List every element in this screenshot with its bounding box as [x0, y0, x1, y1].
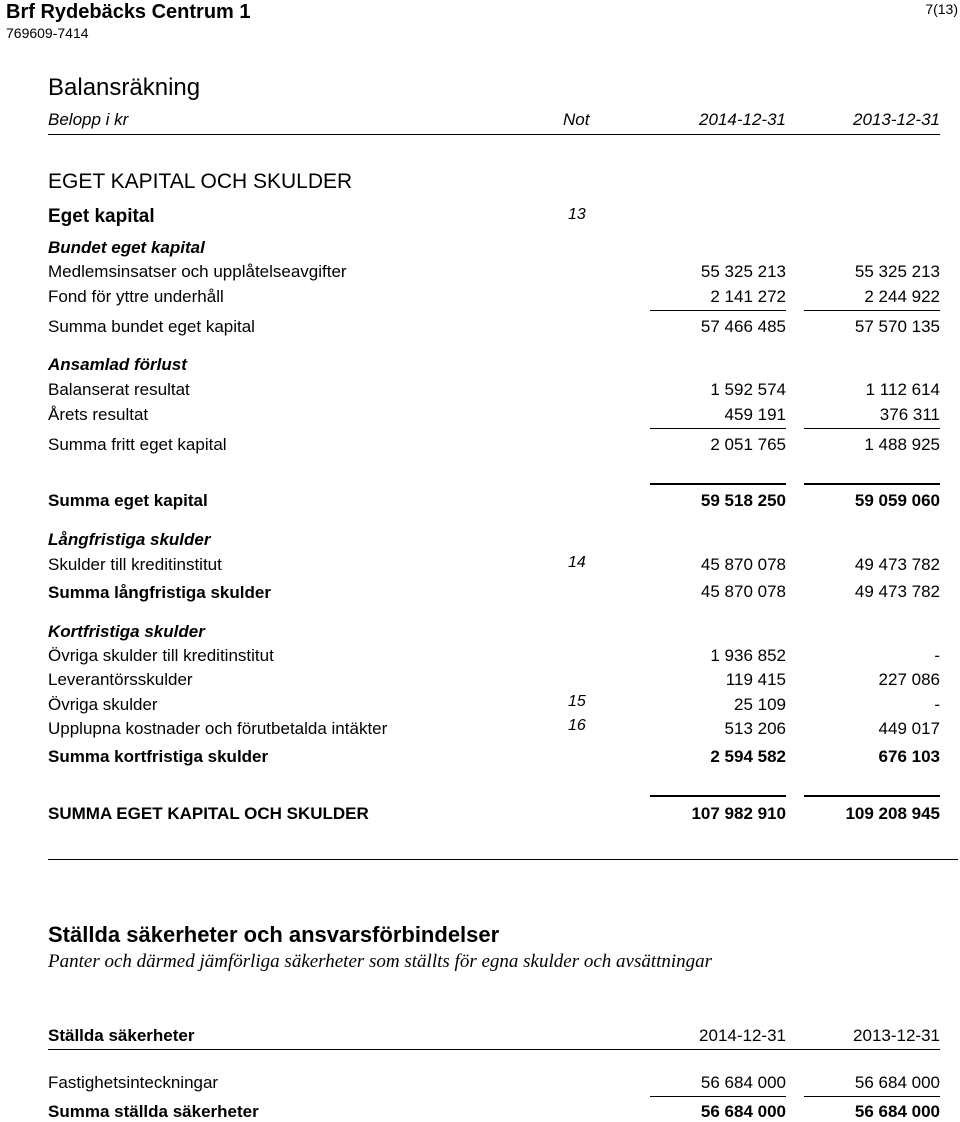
credit-institution-debt-note: 14 — [568, 554, 586, 571]
sum-restricted-equity-label: Summa bundet eget kapital — [48, 317, 255, 336]
year-result-2013: 376 311 — [879, 405, 940, 424]
column-header-2013: 2013-12-31 — [853, 110, 940, 129]
section-divider — [48, 859, 958, 860]
note-column-header: Not — [563, 110, 590, 129]
sum-long-term-liabilities-2014: 45 870 078 — [700, 582, 786, 601]
total-line-2014 — [650, 795, 786, 797]
accounts-payable-2014: 119 415 — [725, 670, 786, 689]
sum-pledges-label: Summa ställda säkerheter — [48, 1102, 259, 1121]
total-line-2014 — [650, 483, 786, 485]
year-result-label: Årets resultat — [48, 405, 149, 424]
page-title: Balansräkning — [48, 74, 201, 101]
grand-total-2013: 109 208 945 — [845, 804, 940, 823]
sum-restricted-equity-2013: 57 570 135 — [854, 317, 940, 336]
other-debts-2014: 25 109 — [734, 695, 786, 714]
other-credit-debt-2014: 1 936 852 — [710, 646, 786, 665]
other-debts-note: 15 — [568, 693, 586, 710]
short-term-liabilities-heading: Kortfristiga skulder — [48, 622, 205, 641]
retained-result-label: Balanserat resultat — [48, 380, 190, 399]
sum-pledges-2014: 56 684 000 — [700, 1102, 786, 1121]
accounts-payable-label: Leverantörsskulder — [48, 670, 193, 689]
pledges-subtitle: Panter och därmed jämförliga säkerheter som ställts för egna skulder och avsättningar — [48, 951, 713, 972]
member-deposits-2013: 55 325 213 — [854, 262, 940, 281]
mortgages-2013: 56 684 000 — [854, 1073, 940, 1092]
credit-institution-debt-label: Skulder till kreditinstitut — [48, 555, 222, 574]
sum-long-term-liabilities-2013: 49 473 782 — [854, 582, 940, 601]
member-deposits-label: Medlemsinsatser och upplåtelseavgifter — [48, 262, 347, 281]
accounts-payable-2013: 227 086 — [878, 670, 940, 689]
other-credit-debt-label: Övriga skulder till kreditinstitut — [48, 646, 274, 665]
sum-equity-2014: 59 518 250 — [700, 491, 786, 510]
pledges-header-2014: 2014-12-31 — [699, 1026, 786, 1045]
other-debts-2013: - — [934, 695, 940, 714]
column-header-2014: 2014-12-31 — [699, 110, 786, 129]
total-line-2013 — [804, 795, 940, 797]
sum-short-term-liabilities-label: Summa kortfristiga skulder — [48, 747, 269, 766]
subtotal-line-2013 — [804, 428, 940, 429]
other-debts-label: Övriga skulder — [48, 695, 158, 714]
retained-result-2014: 1 592 574 — [710, 380, 786, 399]
accrued-expenses-note: 16 — [568, 717, 586, 734]
subtotal-line-2013 — [804, 1096, 940, 1097]
credit-institution-debt-2013: 49 473 782 — [854, 555, 940, 574]
section-title: EGET KAPITAL OCH SKULDER — [48, 170, 353, 193]
pledges-heading-label: Ställda säkerheter — [48, 1026, 195, 1045]
organization-name: Brf Rydebäcks Centrum 1 — [6, 1, 251, 23]
other-credit-debt-2013: - — [934, 646, 940, 665]
pledges-title: Ställda säkerheter och ansvarsförbindelser — [48, 922, 500, 947]
retained-result-2013: 1 112 614 — [865, 380, 940, 399]
amount-unit-header: Belopp i kr — [48, 110, 129, 129]
accumulated-loss-heading: Ansamlad förlust — [48, 355, 187, 374]
subtotal-line-2014 — [650, 310, 786, 311]
total-line-2013 — [804, 483, 940, 485]
equity-heading: Eget kapital — [48, 206, 155, 227]
accrued-expenses-2013: 449 017 — [878, 719, 940, 738]
sum-equity-2013: 59 059 060 — [854, 491, 940, 510]
page-number: 7(13) — [925, 1, 958, 17]
subtotal-line-2013 — [804, 310, 940, 311]
restricted-equity-heading: Bundet eget kapital — [48, 238, 205, 257]
sum-short-term-liabilities-2014: 2 594 582 — [710, 747, 786, 766]
maintenance-fund-2014: 2 141 272 — [710, 287, 786, 306]
pledges-header-divider — [48, 1049, 940, 1050]
subtotal-line-2014 — [650, 1096, 786, 1097]
long-term-liabilities-heading: Långfristiga skulder — [48, 530, 211, 549]
mortgages-label: Fastighetsinteckningar — [48, 1073, 219, 1092]
sum-free-equity-2014: 2 051 765 — [710, 435, 786, 454]
accrued-expenses-2014: 513 206 — [724, 719, 786, 738]
accrued-expenses-label: Upplupna kostnader och förutbetalda intäkter — [48, 719, 388, 738]
sum-restricted-equity-2014: 57 466 485 — [700, 317, 786, 336]
grand-total-label: SUMMA EGET KAPITAL OCH SKULDER — [48, 804, 369, 823]
maintenance-fund-label: Fond för yttre underhåll — [48, 287, 224, 306]
pledges-header-2013: 2013-12-31 — [853, 1026, 940, 1045]
equity-note: 13 — [568, 206, 586, 223]
sum-long-term-liabilities-label: Summa långfristiga skulder — [48, 583, 271, 602]
mortgages-2014: 56 684 000 — [700, 1073, 786, 1092]
maintenance-fund-2013: 2 244 922 — [864, 287, 940, 306]
header-divider — [48, 134, 940, 135]
sum-free-equity-label: Summa fritt eget kapital — [48, 435, 227, 454]
sum-pledges-2013: 56 684 000 — [854, 1102, 940, 1121]
year-result-2014: 459 191 — [724, 405, 786, 424]
sum-short-term-liabilities-2013: 676 103 — [878, 747, 940, 766]
sum-free-equity-2013: 1 488 925 — [864, 435, 940, 454]
grand-total-2014: 107 982 910 — [691, 804, 786, 823]
organization-number: 769609-7414 — [6, 25, 89, 41]
credit-institution-debt-2014: 45 870 078 — [700, 555, 786, 574]
member-deposits-2014: 55 325 213 — [700, 262, 786, 281]
sum-equity-label: Summa eget kapital — [48, 491, 208, 510]
subtotal-line-2014 — [650, 428, 786, 429]
